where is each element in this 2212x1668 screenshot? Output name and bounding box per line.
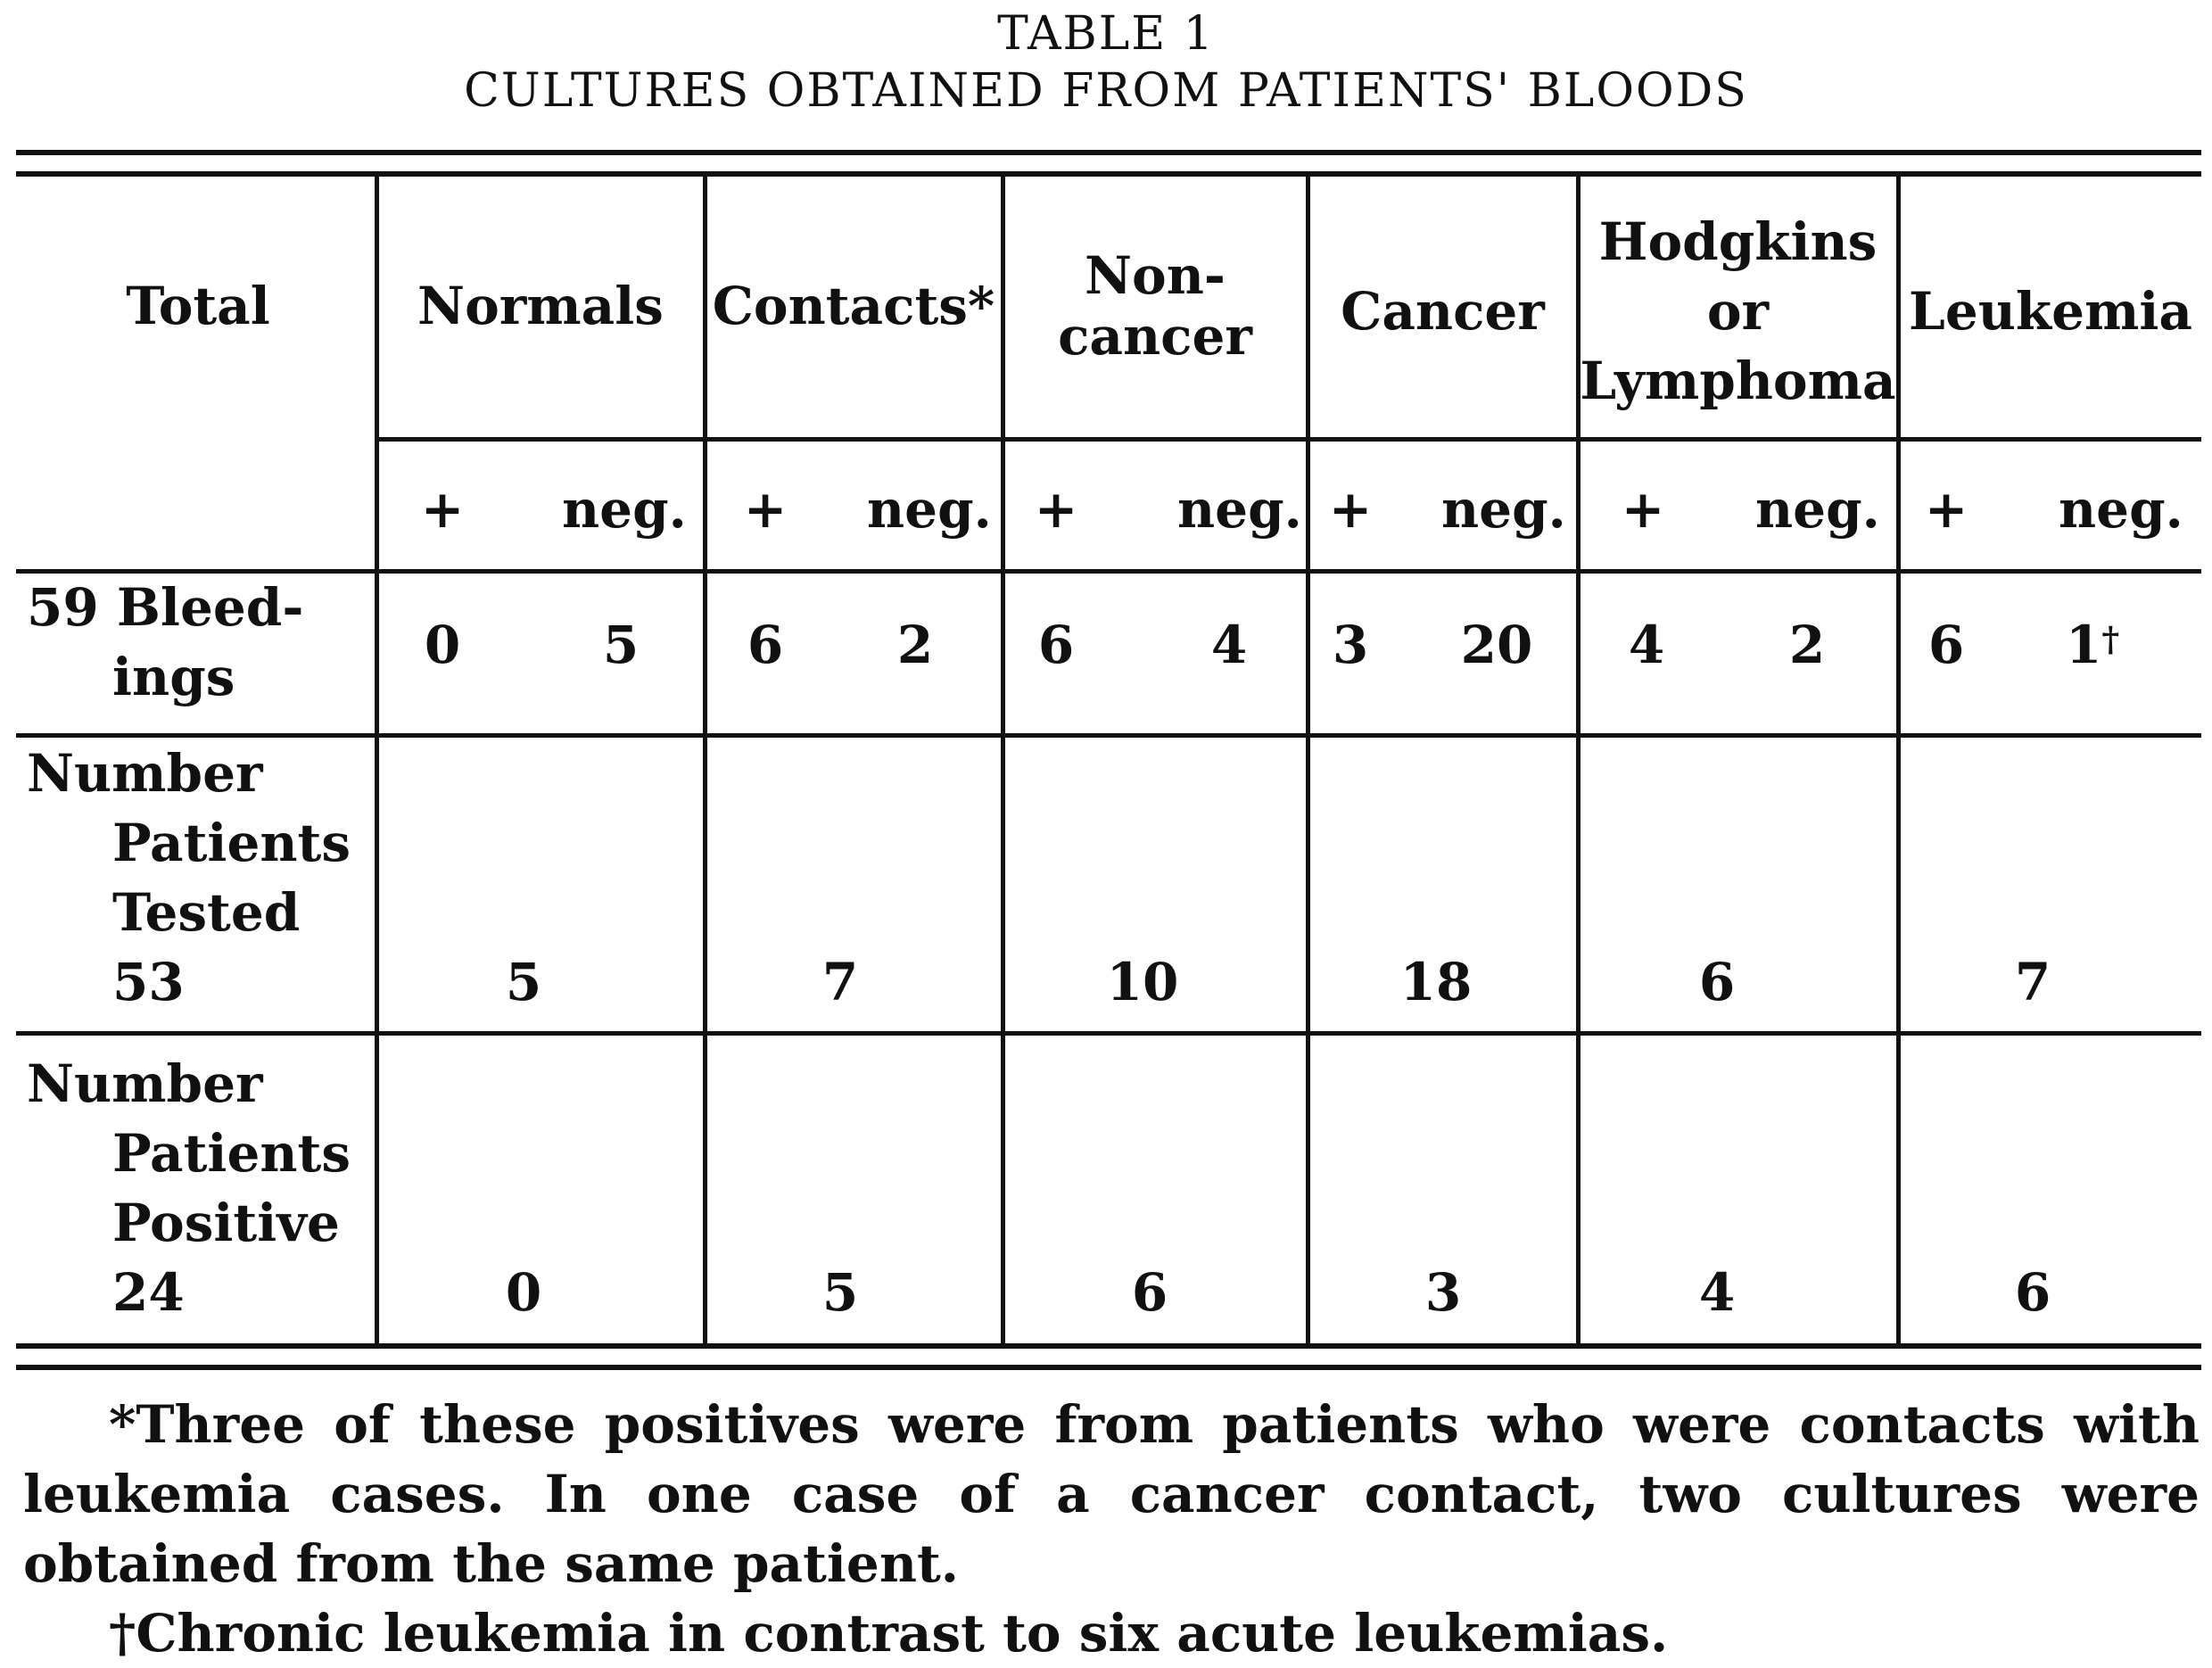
cell-bleedings-cancer-pos: 3	[1332, 615, 1369, 675]
dagger-mark: †	[2101, 619, 2120, 659]
cell-bleedings-contacts-neg: 2	[896, 615, 934, 675]
header-noncancer-line-1: Non-	[1085, 245, 1226, 306]
cell-positive-cancer: 3	[1424, 1262, 1462, 1323]
row-label-tested-line-4: 53	[112, 952, 185, 1012]
cell-bleedings-leukemia-pos: 6	[1927, 615, 1965, 675]
cell-bleedings-hodgkins-neg: 2	[1788, 615, 1826, 675]
cell-positive-leukemia: 6	[2014, 1262, 2051, 1323]
header-hodgkins	[1580, 207, 1896, 416]
row-label-positive	[27, 1049, 351, 1327]
cell-bleedings-normals-pos: 0	[424, 615, 461, 675]
col-divider-4	[1306, 175, 1310, 1343]
col-divider-2	[703, 175, 707, 1343]
row-label-bleedings	[27, 573, 303, 712]
row-label-tested-line-1: Number	[27, 743, 263, 804]
cell-positive-hodgkins: 4	[1698, 1262, 1736, 1323]
cell-bleedings-contacts-pos: 6	[747, 615, 784, 675]
sub-noncancer-neg: neg.	[1177, 479, 1302, 540]
bottom-rule-1	[16, 1343, 2201, 1349]
sub-normals-neg: neg.	[562, 479, 687, 540]
sub-leukemia-neg: neg.	[2059, 479, 2183, 540]
sub-contacts-pos: +	[743, 479, 788, 540]
sub-hodgkins-pos: +	[1621, 479, 1665, 540]
col-divider-6	[1896, 175, 1901, 1343]
cell-tested-normals: 5	[505, 952, 542, 1012]
header-divider	[375, 437, 2201, 442]
sub-cancer-neg: neg.	[1441, 479, 1566, 540]
cell-tested-hodgkins: 6	[1698, 952, 1736, 1012]
bottom-rule-2	[16, 1365, 2201, 1370]
header-cancer: Cancer	[1341, 281, 1545, 342]
cell-tested-leukemia: 7	[2014, 952, 2051, 1012]
sub-hodgkins-neg: neg.	[1755, 479, 1880, 540]
header-total: Total	[126, 276, 270, 336]
table-title: TABLE 1	[997, 7, 1215, 61]
sub-contacts-neg: neg.	[867, 479, 992, 540]
col-divider-1	[375, 175, 379, 1343]
top-rule-2	[16, 171, 2201, 177]
cell-tested-contacts: 7	[821, 952, 859, 1012]
cell-tested-cancer: 18	[1399, 952, 1473, 1012]
cell-bleedings-leukemia-neg	[2066, 610, 2119, 680]
cell-positive-contacts: 5	[821, 1262, 859, 1323]
row-divider-3	[16, 1031, 2201, 1036]
cell-bleedings-cancer-neg: 20	[1460, 615, 1533, 675]
cell-bleedings-noncancer-pos: 6	[1037, 615, 1075, 675]
row-label-tested-line-2: Patients	[112, 813, 351, 873]
row-divider-2	[16, 733, 2201, 738]
row-label-positive-line-2: Patients	[112, 1123, 351, 1184]
cell-positive-normals: 0	[505, 1262, 542, 1323]
cell-bleedings-normals-neg: 5	[602, 615, 640, 675]
footnote-star: *Three of these positives were from patients who were contacts with leukemia cases. In one case of a cancer contact, two cultures were obtained from the same patient.	[23, 1394, 2200, 1594]
header-hodgkins-line-1: Hodgkins	[1598, 211, 1878, 272]
header-normals: Normals	[417, 276, 664, 336]
table-subtitle: CULTURES OBTAINED FROM PATIENTS' BLOODS	[464, 64, 1748, 118]
row-label-positive-line-3: Positive	[112, 1193, 340, 1253]
sub-noncancer-pos: +	[1034, 479, 1078, 540]
sub-leukemia-pos: +	[1924, 479, 1969, 540]
row-label-tested-line-3: Tested	[112, 882, 301, 943]
footnote-dagger: †Chronic leukemia in contrast to six acute leukemias.	[109, 1603, 1669, 1664]
row-divider-1	[16, 569, 2201, 574]
sub-cancer-pos: +	[1328, 479, 1373, 540]
cell-bleedings-leukemia-neg-value: 1	[2066, 615, 2102, 675]
row-label-bleedings-line-2: ings	[112, 647, 235, 707]
cell-positive-noncancer: 6	[1131, 1262, 1168, 1323]
sub-normals-pos: +	[420, 479, 465, 540]
row-label-positive-line-4: 24	[112, 1262, 185, 1323]
row-label-tested	[27, 739, 351, 1017]
cell-tested-noncancer: 10	[1106, 952, 1179, 1012]
cell-bleedings-noncancer-neg: 4	[1210, 615, 1248, 675]
header-noncancer	[1004, 241, 1306, 371]
header-hodgkins-line-2: or	[1706, 281, 1770, 342]
row-label-bleedings-line-1: 59 Bleed-	[27, 577, 304, 638]
header-leukemia: Leukemia	[1909, 281, 2192, 342]
header-hodgkins-line-3: Lymphoma	[1580, 351, 1896, 411]
header-contacts: Contacts*	[712, 276, 995, 336]
top-rule-1	[16, 150, 2201, 155]
cell-bleedings-hodgkins-pos: 4	[1628, 615, 1665, 675]
header-noncancer-line-2: cancer	[1058, 306, 1252, 367]
row-label-positive-line-1: Number	[27, 1053, 263, 1114]
